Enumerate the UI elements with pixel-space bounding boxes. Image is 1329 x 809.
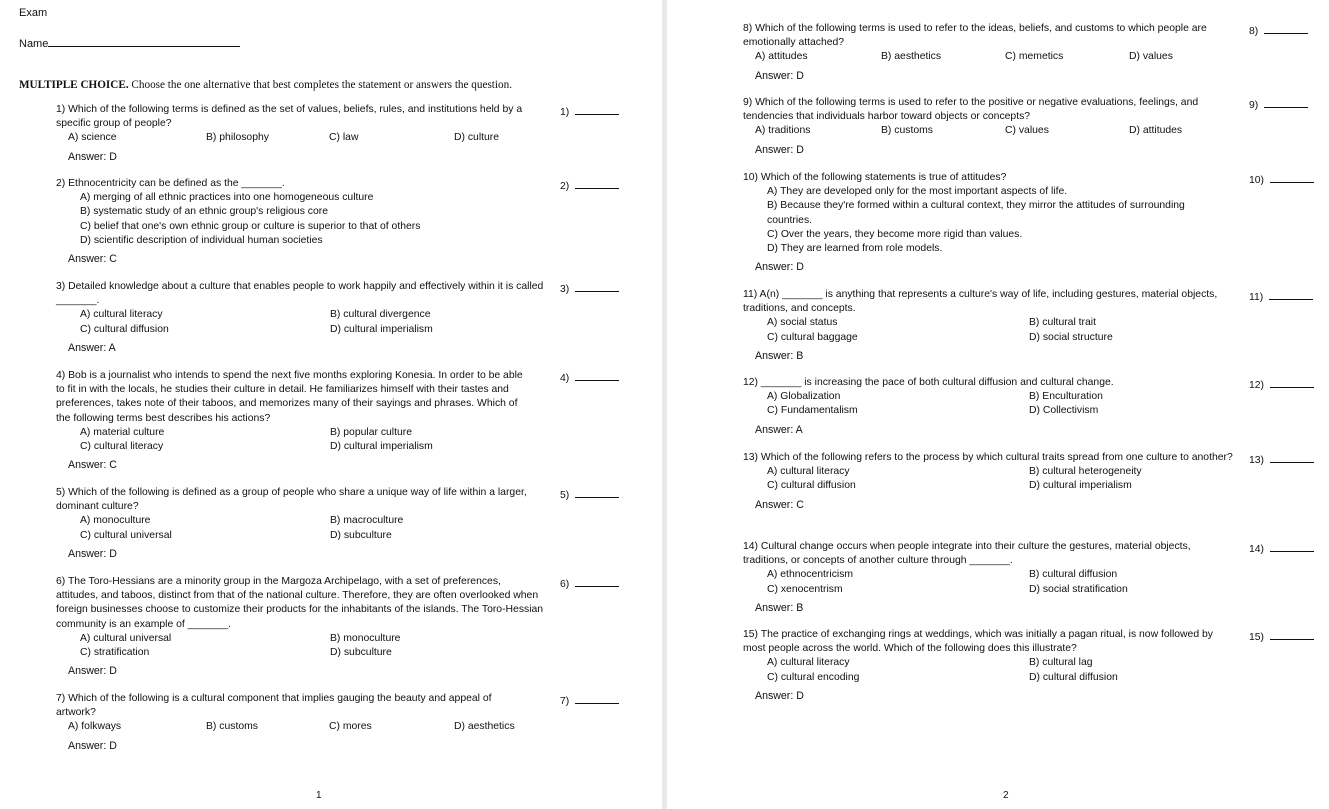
answer-option: D) Collectivism <box>1029 405 1099 417</box>
question-2 <box>56 177 570 266</box>
answer-option: C) stratification <box>80 647 150 658</box>
options-row <box>56 131 546 145</box>
question-stem: 13) Which of the following refers to the process by which cultural traits spread from one culture to another? <box>743 452 1233 463</box>
answer-slot <box>560 103 619 120</box>
name-field <box>19 36 240 50</box>
answer-option: A) traditions <box>755 125 811 137</box>
answer-option: B) cultural trait <box>1029 317 1096 329</box>
options-row <box>56 234 546 248</box>
answer-option: A) social status <box>767 317 838 329</box>
question-stem: 1) Which of the following terms is defined as the set of values, beliefs, rules, and institutions held by a specific group of people? <box>56 104 523 130</box>
answer-slot <box>1249 22 1308 39</box>
exam-page-1 <box>0 0 662 809</box>
options-row <box>743 199 1233 227</box>
answer-slot <box>1249 628 1314 645</box>
answer-option: C) Fundamentalism <box>767 405 858 417</box>
answer-option: A) Globalization <box>767 391 841 403</box>
answer-slot-number: 11) <box>1249 292 1264 303</box>
options-row <box>743 50 1233 64</box>
answer-option: D) cultural diffusion <box>1029 671 1118 683</box>
name-blank-line <box>48 36 240 47</box>
answer-option: C) values <box>1005 125 1049 137</box>
answer-option: B) macroculture <box>330 515 404 527</box>
question-stem: 11) A(n) _______ is anything that represents a culture's way of life, including gestures, material objects, traditions, and concepts. <box>743 289 1218 315</box>
answer-slot <box>1249 451 1314 468</box>
answer-slot-number: 14) <box>1249 544 1265 555</box>
answer-key: Answer: C <box>755 498 804 511</box>
answer-key: Answer: D <box>68 739 117 752</box>
section-instructions <box>19 79 512 91</box>
question-5 <box>56 486 570 561</box>
answer-key: Answer: D <box>755 143 804 156</box>
answer-option: D) subculture <box>330 647 392 658</box>
answer-blank-line <box>575 103 619 115</box>
answer-option: A) cultural literacy <box>80 309 163 321</box>
answer-slot <box>1249 376 1314 393</box>
section-heading: MULTIPLE CHOICE. <box>19 79 129 91</box>
question-15 <box>743 628 1265 703</box>
options-row <box>56 191 546 205</box>
answer-blank-line <box>575 369 619 381</box>
answer-option: B) cultural diffusion <box>1029 569 1118 581</box>
answer-blank-line <box>575 486 619 498</box>
answer-option: B) philosophy <box>206 132 269 144</box>
answer-option: A) material culture <box>80 426 165 438</box>
answer-blank-line <box>1270 451 1314 463</box>
answer-option: A) They are developed only for the most important aspects of life. <box>767 186 1068 198</box>
options-row <box>743 404 1233 418</box>
answer-option: C) cultural baggage <box>767 331 858 343</box>
answer-blank-line <box>1270 540 1314 552</box>
answer-option: D) cultural imperialism <box>330 323 433 335</box>
answer-blank-line <box>1270 628 1314 640</box>
answer-option: A) cultural literacy <box>767 657 850 669</box>
answer-option: A) merging of all ethnic practices into one homogeneous culture <box>80 192 374 204</box>
answer-option: D) culture <box>454 132 500 144</box>
answer-blank-line <box>1270 171 1314 183</box>
answer-option: C) belief that one's own ethnic group or culture is superior to that of others <box>80 220 421 232</box>
answer-blank-line <box>1264 96 1308 108</box>
options-row <box>743 568 1233 582</box>
question-stem: 3) Detailed knowledge about a culture that enables people to work happily and effectively within it is called _______. <box>56 281 544 307</box>
answer-option: D) attitudes <box>1129 125 1183 137</box>
answer-slot-number: 12) <box>1249 380 1265 391</box>
question-11 <box>743 288 1264 363</box>
options-row <box>56 720 534 734</box>
answer-option: D) They are learned from role models. <box>767 243 943 255</box>
answer-key: Answer: C <box>68 459 117 472</box>
answer-option: B) cultural divergence <box>330 309 431 321</box>
question-stem: 8) Which of the following terms is used to refer to the ideas, beliefs, and customs to which people are emotionally attached? <box>743 23 1207 49</box>
answer-slot <box>560 280 619 297</box>
options-row <box>56 514 534 528</box>
answer-blank-line <box>1264 22 1308 34</box>
answer-key: Answer: D <box>755 261 804 274</box>
options-row <box>56 632 544 646</box>
question-1 <box>56 103 570 164</box>
question-stem: 14) Cultural change occurs when people integrate into their culture the gestures, material objects, traditions, or concepts of another culture through _______. <box>743 541 1191 567</box>
question-7 <box>56 692 570 753</box>
answer-slot-number: 7) <box>560 696 570 707</box>
answer-key: Answer: C <box>68 252 117 265</box>
exam-title: Exam <box>19 7 48 19</box>
answer-blank-line <box>1269 288 1313 300</box>
answer-slot-number: 2) <box>560 181 570 192</box>
options-row <box>56 529 534 543</box>
options-row <box>56 440 534 454</box>
options-row <box>743 465 1233 479</box>
answer-option: C) law <box>329 132 359 144</box>
page-number: 1 <box>316 790 322 801</box>
options-row <box>743 242 1233 256</box>
options-row <box>56 323 549 337</box>
answer-option: B) Enculturation <box>1029 391 1103 403</box>
answer-slot <box>1249 540 1314 557</box>
question-stem: 7) Which of the following is a cultural component that implies gauging the beauty and appeal of artwork? <box>56 693 492 719</box>
answer-option: D) values <box>1129 51 1173 63</box>
options-row <box>56 308 549 322</box>
answer-slot <box>560 575 619 592</box>
answer-blank-line <box>1270 376 1314 388</box>
answer-slot-number: 6) <box>560 579 570 590</box>
options-row <box>743 185 1233 199</box>
question-3 <box>56 280 570 355</box>
answer-key: Answer: A <box>755 423 803 436</box>
options-row <box>56 426 534 440</box>
answer-option: D) cultural imperialism <box>330 441 433 452</box>
answer-option: D) aesthetics <box>454 721 515 733</box>
question-9 <box>743 96 1259 157</box>
answer-slot <box>560 486 619 503</box>
answer-slot-number: 15) <box>1249 632 1265 643</box>
answer-slot-number: 4) <box>560 373 570 384</box>
answer-option: D) scientific description of individual human societies <box>80 234 323 246</box>
answer-option: A) monoculture <box>80 515 151 527</box>
options-row <box>743 316 1233 330</box>
question-12 <box>743 376 1265 437</box>
answer-option: A) ethnocentricism <box>767 569 854 581</box>
name-label: Name <box>19 38 49 50</box>
options-row <box>743 390 1233 404</box>
answer-option: D) cultural imperialism <box>1029 480 1132 492</box>
answer-option: B) customs <box>881 125 933 137</box>
options-row <box>56 205 546 219</box>
answer-slot <box>560 692 619 709</box>
answer-slot <box>1249 288 1313 305</box>
answer-option: B) cultural lag <box>1029 657 1093 669</box>
answer-option: D) social structure <box>1029 331 1113 343</box>
options-row <box>743 583 1233 597</box>
answer-option: B) Because they're formed within a cultural context, they mirror the attitudes of surrounding countries. <box>767 200 1185 226</box>
options-row <box>743 671 1233 685</box>
answer-option: C) cultural diffusion <box>767 480 856 492</box>
answer-slot-number: 9) <box>1249 100 1259 111</box>
question-14 <box>743 540 1265 615</box>
answer-key: Answer: D <box>68 547 117 560</box>
question-stem: 2) Ethnocentricity can be defined as the _______. <box>56 178 285 189</box>
options-row <box>743 479 1233 493</box>
answer-slot-number: 3) <box>560 284 570 295</box>
answer-blank-line <box>575 177 619 189</box>
answer-key: Answer: D <box>68 665 117 678</box>
instruction-text: Choose the one alternative that best completes the statement or answers the question. <box>128 79 512 91</box>
answer-option: A) attitudes <box>755 51 808 63</box>
answer-option: C) cultural diffusion <box>80 323 169 335</box>
question-stem: 6) The Toro-Hessians are a minority group in the Margoza Archipelago, with a set of preferences, attitudes, and taboos, distinct from that of the national culture. Therefore, they are often overlooked when foreign businesses choose to customize their products for the inhabitants of the islands. The Toro-Hessian community is an example of _______. <box>56 576 544 630</box>
options-row <box>743 228 1233 242</box>
answer-option: C) xenocentrism <box>767 583 843 595</box>
answer-blank-line <box>575 692 619 704</box>
answer-option: A) science <box>68 132 117 144</box>
answer-option: B) monoculture <box>330 632 401 644</box>
answer-slot <box>560 369 619 386</box>
exam-page-2 <box>667 0 1329 809</box>
options-row <box>56 646 544 660</box>
question-stem: 5) Which of the following is defined as a group of people who share a unique way of life within a larger, dominant culture? <box>56 487 527 513</box>
answer-option: C) Over the years, they become more rigid than values. <box>767 228 1023 240</box>
answer-slot <box>560 177 619 194</box>
answer-slot-number: 5) <box>560 490 570 501</box>
answer-blank-line <box>575 575 619 587</box>
answer-slot-number: 8) <box>1249 26 1259 37</box>
options-row <box>743 331 1233 345</box>
answer-option: D) subculture <box>330 529 392 541</box>
answer-slot-number: 10) <box>1249 175 1265 186</box>
answer-option: B) cultural heterogeneity <box>1029 466 1142 478</box>
answer-key: Answer: D <box>755 689 804 702</box>
answer-option: B) customs <box>206 721 258 733</box>
answer-option: C) cultural encoding <box>767 671 860 683</box>
answer-option: A) folkways <box>68 721 122 733</box>
question-stem: 12) _______ is increasing the pace of both cultural diffusion and cultural change. <box>743 377 1114 388</box>
question-stem: 9) Which of the following terms is used to refer to the positive or negative evaluations, feelings, and tendencies that individuals harbor toward objects or concepts? <box>743 97 1199 123</box>
options-row <box>743 124 1233 138</box>
options-row <box>743 656 1233 670</box>
question-stem: 10) Which of the following statements is true of attitudes? <box>743 172 1007 183</box>
question-13 <box>743 451 1265 512</box>
answer-option: B) popular culture <box>330 426 413 438</box>
answer-blank-line <box>575 280 619 292</box>
answer-option: B) aesthetics <box>881 51 942 63</box>
answer-option: B) systematic study of an ethnic group's religious core <box>80 206 329 218</box>
answer-key: Answer: B <box>755 601 804 614</box>
page-number: 2 <box>1003 790 1009 801</box>
answer-option: A) cultural literacy <box>767 466 850 478</box>
answer-slot <box>1249 96 1308 113</box>
answer-slot-number: 13) <box>1249 455 1265 466</box>
question-10 <box>743 171 1265 274</box>
answer-slot-number: 1) <box>560 107 570 118</box>
answer-option: C) cultural literacy <box>80 441 164 452</box>
answer-key: Answer: D <box>755 69 804 82</box>
answer-option: A) cultural universal <box>80 632 172 644</box>
question-8 <box>743 22 1259 83</box>
answer-option: D) social stratification <box>1029 583 1128 595</box>
answer-key: Answer: B <box>755 349 804 362</box>
answer-option: C) mores <box>329 721 372 733</box>
answer-key: Answer: D <box>68 150 117 163</box>
options-row <box>56 220 546 234</box>
question-stem: 15) The practice of exchanging rings at weddings, which was initially a pagan ritual, is now followed by most people across the world. Which of the following does this illustrate? <box>743 629 1213 655</box>
question-4 <box>56 369 570 472</box>
answer-option: C) cultural universal <box>80 529 172 541</box>
answer-key: Answer: A <box>68 341 116 354</box>
answer-option: C) memetics <box>1005 51 1064 63</box>
question-6 <box>56 575 570 678</box>
question-stem: 4) Bob is a journalist who intends to spend the next five months exploring Konesia. In order to be able to fit in with the locals, he studies their culture in detail. He familiarizes himself with their tastes and preferences, takes note of their taboos, and memorizes many of their sayings and phrases. Which of the following terms best describes his actions? <box>56 370 523 424</box>
answer-slot <box>1249 171 1314 188</box>
